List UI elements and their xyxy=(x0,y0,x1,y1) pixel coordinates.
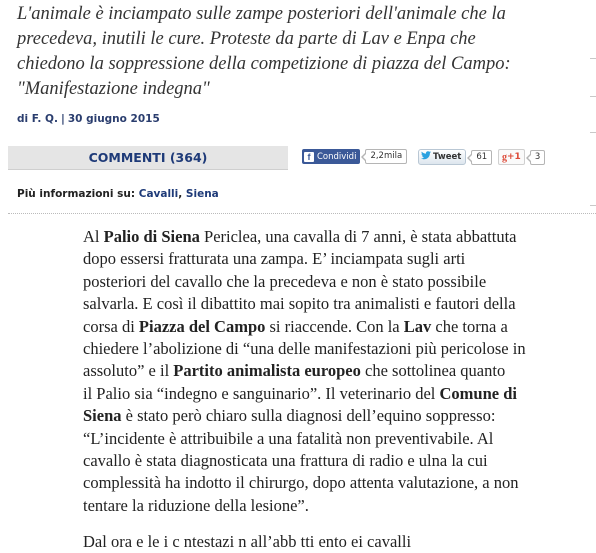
more-info-label: Più informazioni su: xyxy=(17,188,136,200)
keyword-link[interactable]: Comune di xyxy=(439,383,517,403)
article-body xyxy=(83,226,553,517)
tag-link[interactable]: Siena xyxy=(185,188,219,200)
facebook-share-count: 2,2mila xyxy=(365,149,407,164)
more-info-tags xyxy=(17,188,219,200)
article-line: Al Palio di Siena Periclea, una cavalla di 7 anni, è stata abbattuta xyxy=(83,227,517,246)
subtitle-line: chiedono la soppressione della competizione di piazza del Campo: xyxy=(17,54,511,74)
facebook-share-label: Condividi xyxy=(317,151,357,162)
googleplus-label: +1 xyxy=(507,152,521,162)
article-line: assoluto” e il Partito animalista europeo che sottolinea quanto xyxy=(83,361,506,381)
googleplus-icon: g xyxy=(502,151,507,163)
facebook-share-button[interactable] xyxy=(302,149,360,164)
divider xyxy=(8,213,596,214)
tweet-count: 61 xyxy=(471,150,492,165)
article-line: posteriori del cavallo che la precedeva e non è stato possibile xyxy=(83,271,487,291)
comments-button[interactable]: COMMENTI (364) xyxy=(8,146,288,170)
article-line: tentare la riduzione della lesione”. xyxy=(83,495,309,515)
article-next-paragraph: Dal ora e le i c ntestazi n all’abb tti ento ei cavalli xyxy=(83,532,412,551)
subtitle-line: L'animale è inciampato sulle zampe posteriori dell'animale che la xyxy=(17,4,506,24)
share-toolbar xyxy=(8,146,580,170)
tweet-button[interactable] xyxy=(418,149,466,165)
keyword-link[interactable]: Piazza del Campo xyxy=(138,316,266,336)
byline-date: 30 giugno 2015 xyxy=(67,113,160,125)
article-line: salvarla. E così il dibattito mai sopito tra animalisti e fautori della xyxy=(83,294,516,314)
googleplus-button[interactable] xyxy=(498,149,525,165)
keyword-link[interactable]: Palio di Siena xyxy=(103,227,200,246)
twitter-share xyxy=(418,149,492,165)
googleplus-share xyxy=(498,149,545,165)
googleplus-count: 3 xyxy=(530,150,545,165)
article-line: dopo essersi fratturata una zampa. E’ inciampata sugli arti xyxy=(83,249,466,269)
byline xyxy=(17,113,160,125)
article-line: Siena è stato però chiaro sulla diagnosi dell’equino soppresso: xyxy=(83,406,496,426)
tweet-label: Tweet xyxy=(433,152,462,162)
article-line: il Palio sia “indegno e sanguinario”. Il veterinario del Comune di xyxy=(83,383,517,403)
twitter-bird-icon xyxy=(421,151,431,163)
keyword-link[interactable]: Lav xyxy=(403,316,432,336)
keyword-link[interactable]: Partito animalista europeo xyxy=(173,361,361,381)
facebook-share xyxy=(302,149,407,164)
tag-link[interactable]: Cavalli xyxy=(138,188,179,200)
subtitle-line: "Manifestazione indegna" xyxy=(17,79,210,99)
article-line: “L’incidente è attribuibile a una fatalità non preventivabile. Al xyxy=(83,428,494,448)
subtitle-line: precedeva, inutili le cure. Proteste da parte di Lav e Enpa che xyxy=(17,29,476,49)
article-line: corsa di Piazza del Campo si riaccende. Con la Lav che torna a xyxy=(83,316,508,336)
article-line: cavallo è stata diagnosticata una frattura di radio e ulna la cui xyxy=(83,451,488,471)
page-edge xyxy=(590,0,596,541)
article-subtitle xyxy=(17,2,587,102)
article-line: chiedere l’abolizione di “una delle manifestazioni più pericolose in xyxy=(83,339,526,359)
tag-separator: , xyxy=(178,188,186,200)
byline-author[interactable]: di F. Q. xyxy=(17,113,58,125)
article-line: complessità ha indotto il chirurgo, dopo attenta valutazione, a non xyxy=(83,473,519,493)
keyword-link[interactable]: Siena xyxy=(83,406,122,426)
byline-separator: | xyxy=(60,113,65,125)
facebook-icon: f xyxy=(304,152,314,162)
